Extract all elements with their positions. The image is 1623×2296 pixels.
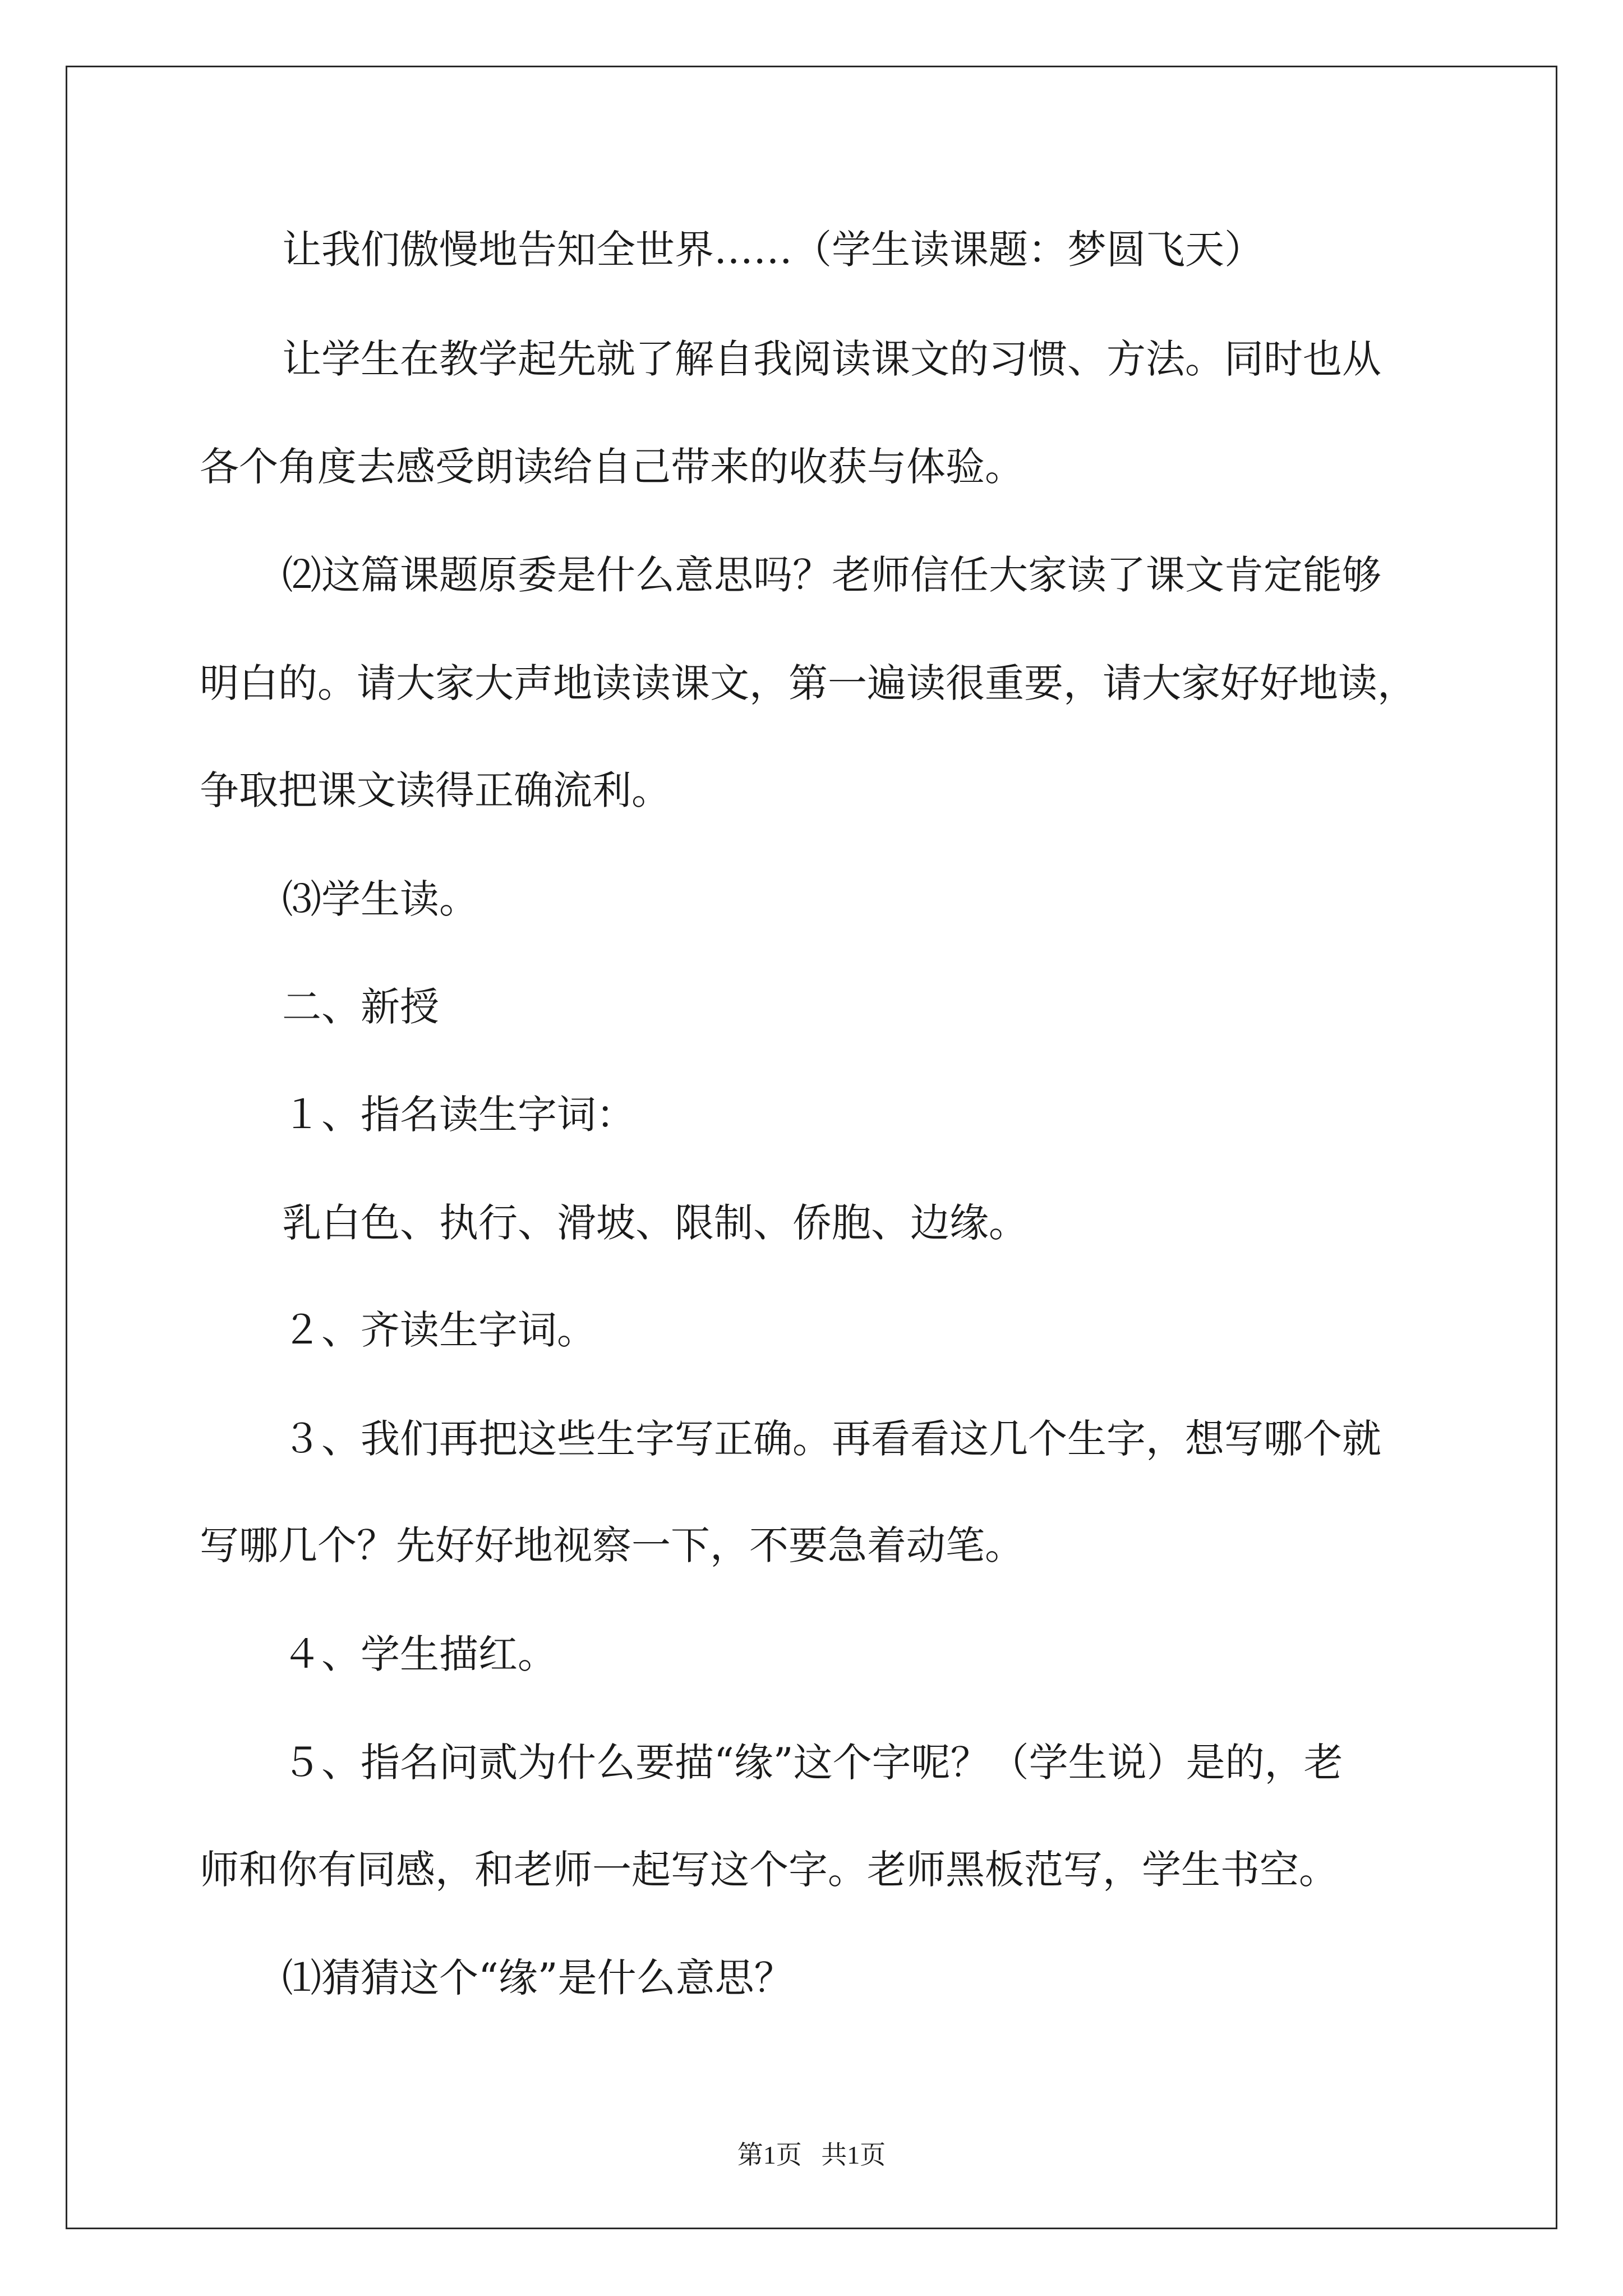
- paragraph-line: 明白的。请大家大声地读读课文，第一遍读很重要，请大家好好地读，: [200, 660, 1417, 706]
- paragraph-line: ⑶学生读。: [282, 876, 478, 922]
- paragraph-line: 各个角度去感受朗读给自己带来的收获与体验。: [200, 444, 1024, 490]
- paragraph-line: 乳白色、执行、滑坡、限制、侨胞、边缘。: [282, 1200, 1028, 1246]
- paragraph-line: ⑴猜猜这个“缘”是什么意思？: [282, 1955, 794, 2001]
- paragraph-line: ５、指名问贰为什么要描“缘”这个字呢？（学生说）是的，老: [282, 1740, 1343, 1786]
- paragraph-line: 争取把课文读得正确流利。: [200, 767, 671, 813]
- paragraph-line: ２、齐读生字词。: [282, 1307, 596, 1353]
- page-footer: [0, 2134, 1623, 2171]
- page-total: 共1页: [821, 2141, 886, 2169]
- paragraph-line: 写哪几个？先好好地视察一下，不要急着动笔。: [200, 1522, 1024, 1568]
- page-number: 第1页: [737, 2141, 802, 2169]
- paragraph-line: ３、我们再把这些生字写正确。再看看这几个生字，想写哪个就: [282, 1416, 1381, 1462]
- paragraph-line: 让学生在教学起先就了解自我阅读课文的习惯、方法。同时也从: [282, 336, 1381, 382]
- paragraph-line: 师和你有同感，和老师一起写这个字。老师黑板范写，学生书空。: [200, 1847, 1338, 1893]
- paragraph-line: １、指名读生字词：: [282, 1092, 635, 1138]
- section-heading: 二、新授: [282, 984, 439, 1030]
- paragraph-line: ⑵这篇课题原委是什么意思吗？老师信任大家读了课文肯定能够: [282, 552, 1381, 598]
- paragraph-line: ４、学生描红。: [282, 1631, 557, 1677]
- paragraph-line: 让我们傲慢地告知全世界……（学生读课题：梦圆飞天）: [282, 227, 1264, 273]
